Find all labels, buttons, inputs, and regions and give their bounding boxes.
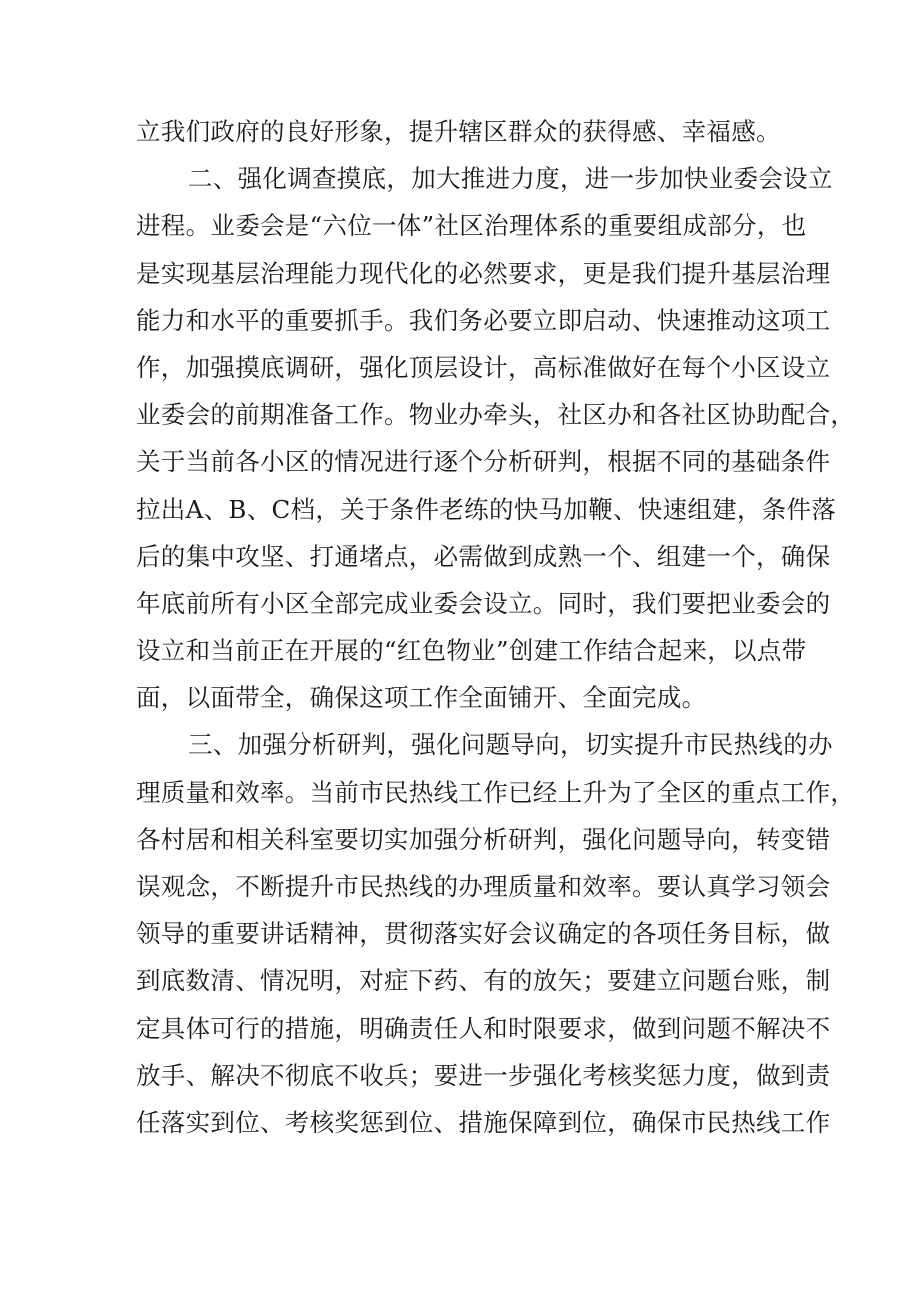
text-line: 作，加强摸底调研，强化顶层设计，高标准做好在每个小区设立: [136, 352, 831, 382]
text-line: 到底数清、情况明，对症下药、有的放矢；要建立问题台账，制: [136, 966, 831, 996]
text-line: 放手、解决不彻底不收兵；要进一步强化考核奖惩力度，做到责: [136, 1060, 831, 1090]
text-line: 业委会的前期准备工作。物业办牵头，社区办和各社区协助配合，: [136, 400, 856, 430]
text-line: 能力和水平的重要抓手。我们务必要立即启动、快速推动这项工: [136, 305, 831, 335]
section-three-heading-line: 三、加强分析研判，强化问题导向，切实提升市民热线的办: [188, 730, 833, 760]
section-two-heading-line: 二、强化调查摸底，加大推进力度，进一步加快业委会设立: [188, 164, 833, 194]
text-line: 误观念，不断提升市民热线的办理质量和效率。要认真学习领会: [136, 872, 831, 901]
text-line: 任落实到位、考核奖惩到位、措施保障到位，确保市民热线工作: [136, 1107, 831, 1137]
text-line: 面，以面带全，确保这项工作全面铺开、全面完成。: [136, 683, 707, 713]
text-line: 领导的重要讲话精神，贯彻落实好会议确定的各项任务目标，做: [136, 919, 831, 949]
text-line: 立我们政府的良好形象，提升辖区群众的获得感、幸福感。: [136, 117, 781, 146]
text-line: 关于当前各小区的情况进行逐个分析研判，根据不同的基础条件: [136, 447, 831, 477]
text-line: 各村居和相关科室要切实加强分析研判，强化问题导向，转变错: [136, 824, 831, 854]
text-line: 定具体可行的措施，明确责任人和时限要求，做到问题不解决不: [136, 1013, 831, 1043]
text-line: 后的集中攻坚、打通堵点，必需做到成熟一个、组建一个，确保: [136, 541, 831, 571]
text-line: 设立和当前正在开展的“红色物业”创建工作结合起来，以点带: [136, 636, 807, 666]
text-line: 拉出A、B、C档，关于条件老练的快马加鞭、快速组建，条件落: [136, 494, 837, 524]
text-line: 理质量和效率。当前市民热线工作已经上升为了全区的重点工作，: [136, 777, 856, 807]
text-line: 是实现基层治理能力现代化的必然要求，更是我们提升基层治理: [136, 258, 831, 288]
text-line: 年底前所有小区全部完成业委会设立。同时，我们要把业委会的: [136, 588, 831, 618]
document-body: [136, 108, 856, 1146]
text-line: 进程。业委会是“六位一体”社区治理体系的重要组成部分，也: [136, 211, 807, 241]
